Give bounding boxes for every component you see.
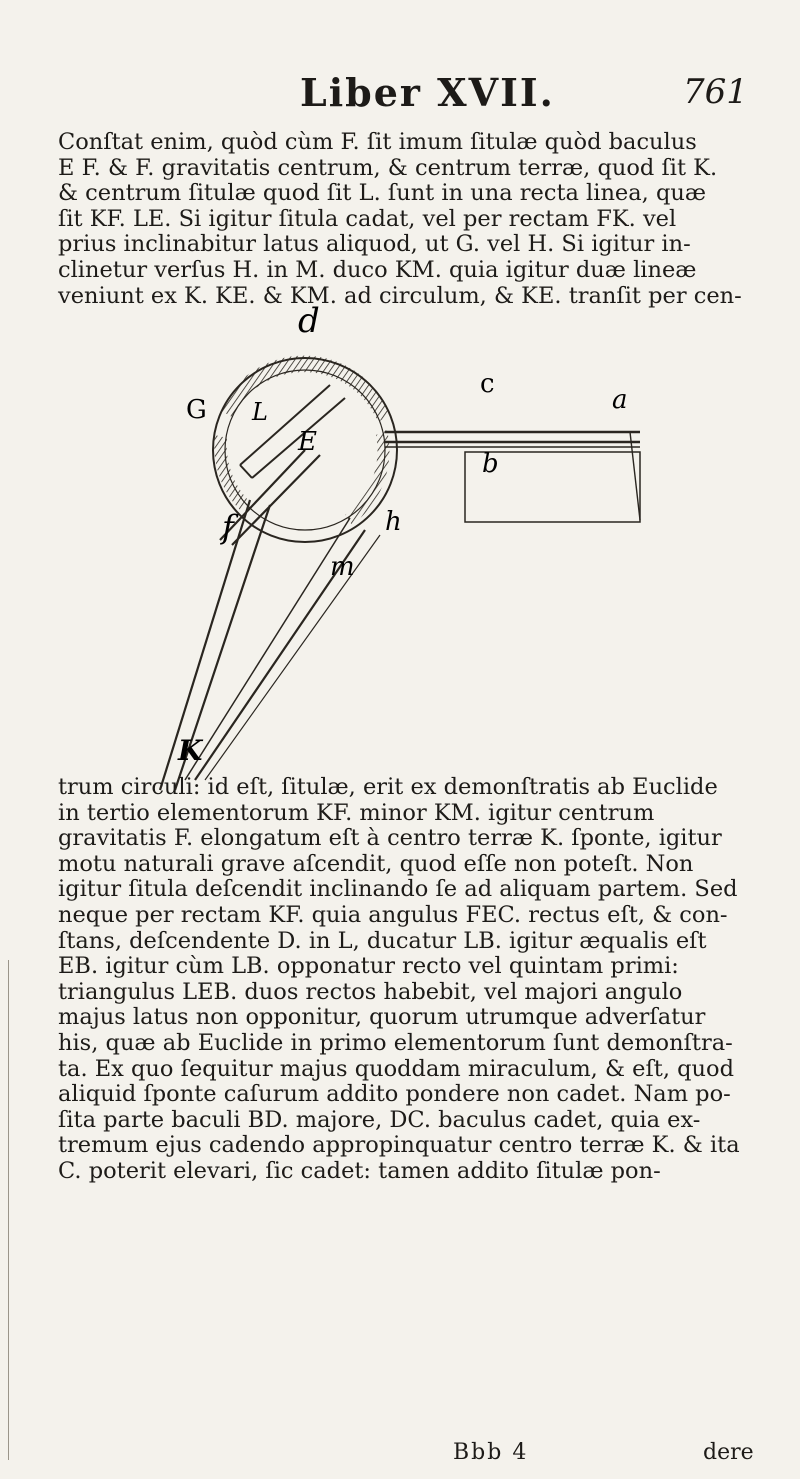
label-m: m: [330, 552, 355, 582]
text-line: ſtans, deſcendente D. in L, ducatur LB. igitur æqualis eſt: [58, 927, 707, 954]
running-head: Liber XVII.: [300, 70, 555, 115]
text-line: clinetur verſus H. in M. duco KM. quia igitur duæ lineæ: [58, 256, 697, 283]
label-g: G: [186, 395, 207, 425]
geometric-figure: [178, 301, 680, 770]
signature-mark: Bbb 4: [453, 1440, 529, 1465]
text-line: triangulus LEB. duos rectos habebit, vel majori angulo: [58, 978, 683, 1005]
label-b: b: [482, 449, 499, 479]
catchword: dere: [703, 1440, 754, 1465]
label-k: K: [178, 734, 203, 767]
baculus-stick: [385, 432, 640, 522]
text-line: ta. Ex quo ſequitur majus quoddam miraculum, & eſt, quod: [58, 1055, 734, 1082]
page-number: 761: [683, 72, 748, 112]
figure-drawing: [178, 301, 680, 770]
label-l: L: [252, 398, 268, 426]
text-line: gravitatis F. elongatum eſt à centro terræ K. ſponte, igitur: [58, 825, 722, 852]
text-line: his, quæ ab Euclide in primo elementorum ſunt demonſtra-: [58, 1029, 733, 1056]
paragraph-bottom: [58, 775, 773, 1185]
label-h: h: [385, 507, 402, 537]
label-a: a: [612, 385, 628, 415]
text-line: tremum ejus cadendo appropinquatur centro terræ K. & ita: [58, 1132, 740, 1159]
text-line: E F. & F. gravitatis centrum, & centrum terræ, quod ſit K.: [58, 154, 718, 181]
label-f: f: [222, 508, 234, 546]
text-line: ſita parte baculi BD. majore, DC. baculus cadet, quia ex-: [58, 1106, 701, 1133]
page-header: [0, 70, 800, 120]
text-line: aliquid ſponte caſurum addito pondere non cadet. Nam po-: [58, 1081, 731, 1108]
text-line: in tertio elementorum KF. minor KM. igitur centrum: [58, 799, 655, 826]
text-line: C. poterit elevari, ſic cadet: tamen addito ſitulæ pon-: [58, 1157, 661, 1184]
paragraph-top: [58, 130, 773, 309]
text-line: trum circuli: id eſt, ſitulæ, erit ex demonſtratis ab Euclide: [58, 774, 718, 800]
label-e: E: [298, 427, 317, 457]
text-line: igitur ſitula deſcendit inclinando ſe ad aliquam partem. Sed: [58, 876, 738, 903]
text-line: prius inclinabitur latus aliquod, ut G. vel H. Si igitur in-: [58, 231, 691, 258]
page-footer: [0, 1440, 800, 1470]
label-d: d: [298, 301, 320, 341]
text-line: Conſtat enim, quòd cùm F. ſit imum ſitulæ quòd baculus: [58, 129, 697, 155]
text-line: EB. igitur cùm LB. opponatur recto vel quintam primi:: [58, 953, 679, 980]
label-c: c: [480, 369, 495, 399]
text-line: motu naturali grave aſcendit, quod eſſe non poteſt. Non: [58, 850, 694, 877]
page-edge-line: [8, 960, 9, 1460]
text-line: majus latus non opponitur, quorum utrumque adverſatur: [58, 1004, 706, 1031]
text-line: veniunt ex K. KE. & KM. ad circulum, & KE. tranſit per cen-: [58, 282, 742, 309]
text-line: ſit KF. LE. Si igitur ſitula cadat, vel per rectam FK. vel: [58, 205, 677, 232]
text-line: & centrum ſitulæ quod ſit L. ſunt in una recta linea, quæ: [58, 180, 707, 207]
text-line: neque per rectam KF. quia angulus FEC. rectus eſt, & con-: [58, 901, 728, 928]
